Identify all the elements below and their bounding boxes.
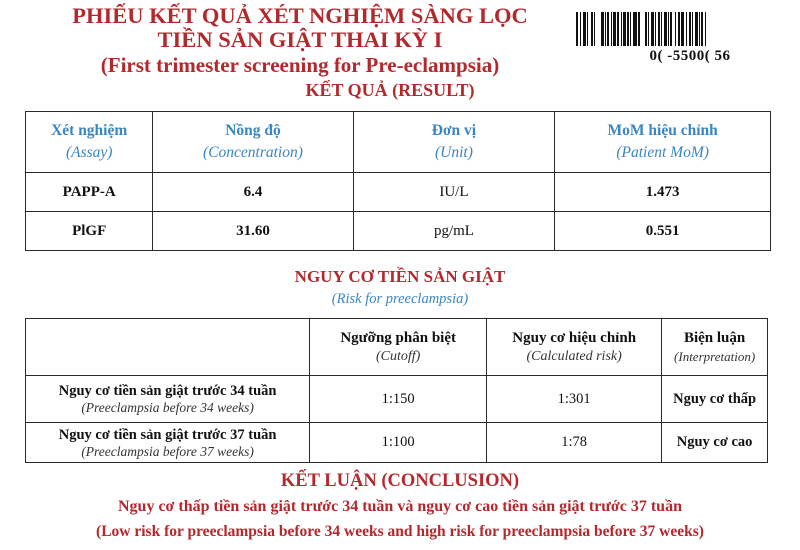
risk-section-title: NGUY CƠ TIỀN SẢN GIẬT <box>294 267 506 286</box>
risk-label: Nguy cơ tiền sản giật trước 34 tuần (Preeclampsia before 34 weeks) <box>26 376 310 423</box>
mom-value: 1.473 <box>555 173 771 212</box>
conclusion-title: KẾT LUẬN (CONCLUSION) <box>280 471 520 491</box>
table-row <box>26 423 768 463</box>
risk-section-subtitle: (Risk for preeclampsia) <box>331 291 469 307</box>
interpretation-high-risk: Nguy cơ cao <box>662 423 768 463</box>
report-title-line1: PHIẾU KẾT QUẢ XÉT NGHIỆM SÀNG LỌC <box>72 3 528 28</box>
cutoff-value: 1:150 <box>310 376 487 423</box>
header-cutoff: Ngưỡng phân biệt (Cutoff) <box>310 319 487 376</box>
unit-value: pg/mL <box>353 212 555 251</box>
unit-value: IU/L <box>353 173 555 212</box>
concentration-value: 6.4 <box>153 173 353 212</box>
conclusion-text-en: (Low risk for preeclampsia before 34 weeks and high risk for preeclampsia before 37 weeks) <box>96 523 704 540</box>
concentration-value: 31.60 <box>153 212 353 251</box>
header-interpretation: Biện luận (Interpretation) <box>662 319 768 376</box>
cutoff-value: 1:100 <box>310 423 487 463</box>
result-table-header <box>26 112 771 173</box>
barcode-number: 0( -5500( 56 <box>649 48 731 64</box>
barcode-icon <box>576 12 776 46</box>
result-table <box>25 111 771 251</box>
header-unit: Đơn vị (Unit) <box>353 112 555 173</box>
risk-table-header <box>26 319 768 376</box>
result-section-heading: KẾT QUẢ (RESULT) <box>305 80 475 100</box>
table-row <box>26 212 771 251</box>
risk-label: Nguy cơ tiền sản giật trước 37 tuần (Preeclampsia before 37 weeks) <box>26 423 310 463</box>
report-title-line2: TIỀN SẢN GIẬT THAI KỲ I <box>157 27 443 52</box>
calculated-risk-value: 1:301 <box>487 376 662 423</box>
assay-name: PlGF <box>26 212 153 251</box>
table-row <box>26 376 768 423</box>
header-concentration: Nồng độ (Concentration) <box>153 112 353 173</box>
assay-name: PAPP-A <box>26 173 153 212</box>
risk-table <box>25 318 768 463</box>
header-assay: Xét nghiệm (Assay) <box>26 112 153 173</box>
header-calculated-risk: Nguy cơ hiệu chỉnh (Calculated risk) <box>487 319 662 376</box>
table-row <box>26 173 771 212</box>
interpretation-low-risk: Nguy cơ thấp <box>662 376 768 423</box>
header-empty <box>26 319 310 376</box>
report-title-english: (First trimester screening for Pre-eclampsia) <box>100 53 500 77</box>
mom-value: 0.551 <box>555 212 771 251</box>
header-mom: MoM hiệu chỉnh (Patient MoM) <box>555 112 771 173</box>
calculated-risk-value: 1:78 <box>487 423 662 463</box>
conclusion-text-vi: Nguy cơ thấp tiền sản giật trước 34 tuần và nguy cơ cao tiền sản giật trước 37 tuần <box>118 498 682 515</box>
